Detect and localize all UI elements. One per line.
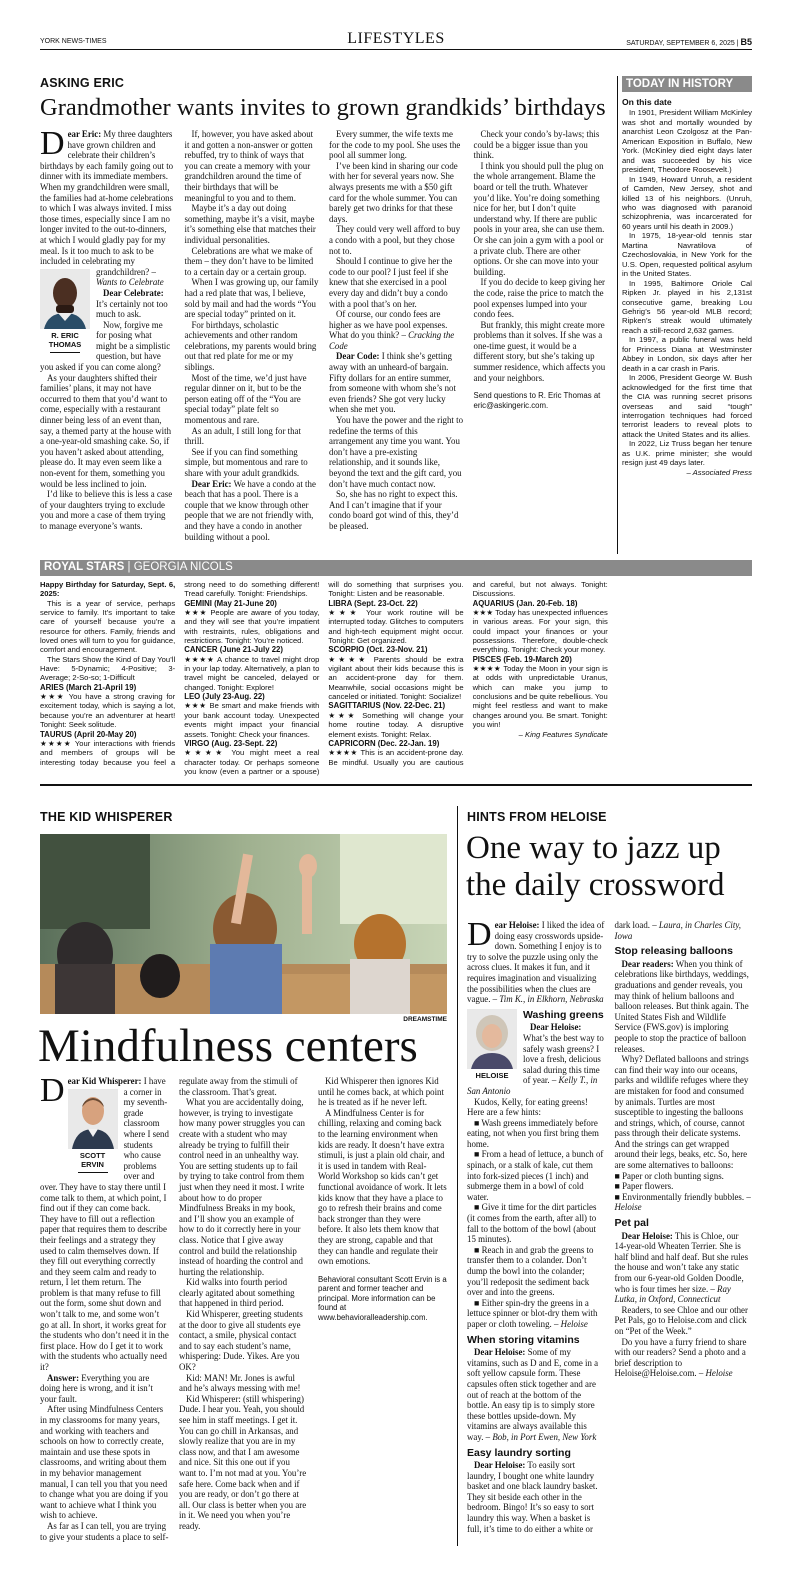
- heloise-bullet-3: ■ Give it time for the dirt particles (it comes from the earth, after all) to fall to the bottom of the bowl (about 15 minutes).: [467, 1202, 597, 1245]
- asking-eric-dropcap: D: [40, 125, 65, 162]
- heloise-balloons-bullet-2: ■ Paper flowers.: [614, 1181, 674, 1192]
- royal-stars-banner: ROYAL STARS | GEORGIA NICOLS: [40, 560, 752, 576]
- history-body: [622, 98, 752, 477]
- kid-whisperer-label: THE KID WHISPERER: [40, 810, 173, 824]
- heloise-body: [467, 916, 752, 1546]
- asking-eric-p3: As your daughters shifted their families’ plans, it may not have occurred to them that you’d want to come, especially with a restaurant dinner being less of an event than, say, a themed party at the house with a one-year-old smashing cake. So, if you haven’t asked about attending, please do. It may even seem like a non-event for them, something you would be less inclined to join.: [40, 372, 172, 489]
- heloise-sig6: – Heloise: [614, 1191, 751, 1213]
- asking-eric-p10: Most of the time, we’d just have regular dinner on it, but to be the person eating off of the “You are special today” plate felt so momentous and rare.: [184, 372, 307, 426]
- heloise-balloons-label: Dear readers:: [621, 958, 674, 969]
- heloise-balloons-letter: [615, 959, 753, 1054]
- masthead-rule: [40, 49, 752, 50]
- kid-whisperer-p9: Kid Whisperer then ignores Kid until he comes back, at which point he is treated as if he never left.: [318, 1076, 444, 1108]
- heloise-photo-svg: [467, 1009, 517, 1069]
- asking-eric-salutation: ear Eric:: [67, 129, 102, 139]
- heloise-headline: One way to jazz up the daily crossword: [466, 830, 725, 903]
- kid-whisperer-p10: A Mindfulness Center is for chilling, relaxing and coming back to the learning environment when kids are ready. It doesn’t have extra stimuli, is just a plain old chair, and it is used in tandem with Real-World Workshop so kids can’t get functional avoidance of work. It lets kids know that they have a place to go to refresh their brains and come back stronger than they were before. It also lets them know that they are strong, capable and that they can handle and regulate their own emotions.: [318, 1107, 447, 1267]
- history-item-1901: In 1901, President William McKinley was shot and mortally wounded by anarchist Leon Czolgosz at the Pan-American Exposition in Buffalo, New York. (McKinley died eight days later and was succeeded by his vice president, Theodore Roosevelt.): [622, 108, 752, 175]
- asking-eric-p9: For birthdays, scholastic achievements and other random celebrations, my parents would bring out that red plate for me or my siblings.: [184, 319, 317, 373]
- asking-eric-p11: As an adult, I still long for that thrill.: [184, 425, 301, 447]
- history-subhead: On this date: [622, 97, 672, 107]
- scott-ervin-photo-svg: [68, 1089, 118, 1149]
- history-left-rule: [617, 76, 618, 554]
- asking-eric-headline: Grandmother wants invites to grown grandkids’ birthdays: [40, 94, 606, 121]
- sign-cancer-text: ★★★★ A chance to travel might drop in your lap today. Alternatively, a plan to travel might be canceled, delayed or changed. Tonight: Explore!: [184, 654, 320, 692]
- heloise-bullet-2-text: From a head of lettuce, a bunch of spinach, or a stalk of kale, cut them into fork-sized pieces (1 inch) and submerge them in a bowl of cold water.: [467, 1149, 604, 1202]
- kid-whisperer-letter: [40, 1072, 169, 1373]
- heloise-bullet-4-text: Reach in and grab the greens to transfer them to a colander. Don’t dump the bowl into the colander; you’ll redeposit the sediment back over and into the greens.: [467, 1244, 594, 1298]
- masthead-date-text: SATURDAY, SEPTEMBER 6, 2025: [626, 40, 735, 47]
- heloise-balloons-bullet-3-text: Environmentally friendly bubbles.: [622, 1191, 745, 1202]
- heloise-sig5: – Laura, in Charles City, Iowa: [614, 920, 741, 941]
- eric-thomas-portrait: [40, 269, 90, 353]
- asking-eric-letter2: [185, 479, 320, 543]
- scott-ervin-portrait: [68, 1089, 118, 1173]
- heloise-laundry-label: Dear Heloise:: [474, 1460, 526, 1471]
- royal-stars-birthday-head: Happy Birthday for Saturday, Sept. 6, 2025:: [40, 580, 176, 599]
- kid-whisperer-p3: As far as I can tell, you are trying to give your students a place to self-regulate away from the stimuli of the classroom. That’s great.: [40, 1076, 298, 1542]
- heloise-pet-p3-text: Do you have a furry friend to share with our readers? Send a photo and a brief description to Heloise@Heloise.com.: [614, 1336, 747, 1379]
- heloise-sig4: – Bob, in Port Ewen, New York: [483, 1431, 597, 1442]
- heloise-balloons-bullet-3: ■ Environmentally friendly bubbles. – Heloise: [614, 1191, 751, 1213]
- asking-eric-label: ASKING ERIC: [40, 76, 125, 90]
- history-item-2022: In 2022, Liz Truss began her tenure as U.K. prime minister; she would resign just 49 days later.: [622, 439, 752, 468]
- asking-eric-p4: I’d like to believe this is less a case of your daughters trying to exclude you and more a case of them trying to manage everyone’s wants.: [40, 489, 173, 531]
- classroom-photo-svg: [40, 834, 447, 1014]
- masthead-section: LIFESTYLES: [347, 30, 445, 47]
- history-item-1975: In 1975, 18-year-old tennis star Martina Navratilova of Czechoslovakia, in New York for the U.S. Open, requested political asylum in the United States.: [622, 231, 752, 279]
- asking-eric-letter1-text: My three daughters have grown children and celebrate their children’s birthdays by each family going out to dinner with its immediate members. When my grandchildren were small, the families had at-home celebrations to which I was always invited. I miss those times, especially since I am no longer invited to the out-to-dinners, at which I would gladly pay for my meal. Is it too much to ask to be included in celebrating my grandchildren?: [40, 129, 174, 277]
- sign-gemini-name: GEMINI (May 21-June 20): [184, 598, 277, 608]
- eric-thomas-photo: [40, 269, 90, 329]
- heloise-balloons-bullet-1-text: Paper or cloth bunting signs.: [622, 1170, 724, 1181]
- asking-eric-footer: Send questions to R. Eric Thomas at eric@askingeric.com.: [473, 391, 601, 410]
- masthead-date: SATURDAY, SEPTEMBER 6, 2025 | B5: [626, 37, 752, 47]
- heloise-vitamins-label: Dear Heloise:: [474, 1347, 526, 1358]
- sign-pisces-text: ★★★★ Today the Moon in your sign is at odds with unpredictable Uranus, which can make you jump to conclusions and be quite rebellious. You might feel restless and want to make changes around you. Be smart. Tonight: you win!: [472, 664, 608, 730]
- eric-thomas-caption-rule: [50, 352, 80, 353]
- sign-gemini-text: ★★★ People are aware of you today, and they will see that you’re impatient with restraints, rules, obligations and restrictions. Tonight: You’re noticed.: [184, 608, 320, 646]
- heloise-caption: HELOISE: [475, 1070, 509, 1080]
- asking-eric-p2: Now, forgive me for posing what might be a simplistic question, but have you asked if you can come along?: [40, 319, 171, 373]
- kid-whisperer-body: [40, 1072, 447, 1546]
- kid-whisperer-letter-text: I have a corner in my seventh-grade classroom where I send students who cause problems over and over. They have to stay there until I come talk to them, at which point, I find out if they can come back. They have to fill out a reflection paper that requires them to describe their feelings and a strategy they used to calm themselves down. If they fill out everything correctly and they seem calm and ready to return, I let them return. The problem is that many refuse to fill out the form, some shut down and won’t talk to me, and some won’t go at all. In short, it works great for the students who don’t need it in the first place. How do I get it to work with the students who actually need it?: [40, 1076, 169, 1373]
- sign-capricorn-name: CAPRICORN (Dec. 22-Jan. 19): [328, 738, 440, 748]
- sign-aquarius-text: ★★★ Today has unexpected influences in various areas. For your sign, this could impact your finances or your possessions. Therefore, double-check everything. Tonight: Check your money.: [472, 608, 608, 655]
- kid-whisperer-p7: Kid: MAN! Mr. Jones is awful and he’s always messing with me!: [179, 1372, 301, 1394]
- sign-leo-name: LEO (July 23-Aug. 22): [184, 692, 265, 702]
- sign-taurus-text: ★★★★ Your interactions with friends and members of groups will be interesting today because you feel a strong need to do something different! Tread carefully. Tonight: Friendships.: [40, 580, 320, 767]
- history-label: TODAY IN HISTORY: [622, 76, 752, 92]
- heloise-letter1: [467, 916, 605, 1005]
- heloise-balloons-text: When you think of celebrations like birthdays, weddings, graduations and gender reveals, you may think of helium balloons and balloon releases. But think again. The United States Fish and Wildlife Service (FWS.gov) is imploring people to stop the practice of balloon releases.: [614, 958, 749, 1054]
- sign-scorpio-name: SCORPIO (Oct. 23-Nov. 21): [328, 645, 428, 655]
- asking-eric-p12: See if you can find something simple, but momentous and rare to share with your adult grandkids.: [184, 446, 308, 478]
- asking-eric-p23: I think you should pull the plug on the whole arrangement. Blame the board or tell the truth. Whatever you’d like. You’re doing something nice for her, but I don’t quite understand why. If there are public pools in your area, she can use them. Or she can join a gym with a pool or a private club. There are other options. Or she can move into your building.: [473, 160, 605, 277]
- asking-eric-p14: Every summer, the wife texts me for the code to my pool. She uses the pool all summer long.: [329, 129, 461, 161]
- heloise-left-rule: [457, 806, 458, 1546]
- asking-eric-answer2-label: Dear Code:: [336, 351, 380, 362]
- heloise-pet-p2: Readers, to see Chloe and our other Pet Pals, go to Heloise.com and click on “Pet of the Week.”: [614, 1304, 748, 1336]
- classroom-photo-credit: DREAMSTIME: [403, 1016, 447, 1023]
- asking-eric-p7: Celebrations are what we make of them – they don’t have to be limited to a certain day or a certain group.: [184, 245, 314, 277]
- asking-eric-p20: You have the power and the right to redefine the terms of this arrangement any time you want. You don’t have a pre-existing relationship, and it sounds like, beyond the text and the gift card, you don’t have much contact now.: [329, 415, 464, 489]
- history-item-1997: In 1997, a public funeral was held for Princess Diana at Westminster Abbey in London, six days after her death in a car crash in Paris.: [622, 335, 752, 373]
- asking-eric-answer2: [329, 351, 464, 415]
- kid-whisperer-dropcap: D: [40, 1072, 65, 1109]
- heloise-washing-head: Washing greens: [523, 1008, 604, 1021]
- asking-eric-answer2-text: I think she’s getting away with an unheard-of bargain. Fifty dollars for an entire summer, from someone with whom she’s not even friends? She got very lucky when she met you.: [329, 351, 456, 415]
- royal-stars-birthday-text: This is a year of service, perhaps service to family. It’s important to take care of yourself because you’re a resource for others. Family, friends and loved ones will turn to you for guidance, comfort and encouragement.: [40, 598, 176, 655]
- asking-eric-p22: Check your condo’s by-laws; this could be a bigger issue than you think.: [473, 129, 600, 161]
- heloise-pet-p3: [615, 1337, 753, 1379]
- royal-stars-body: [40, 580, 752, 780]
- heloise-label: HINTS FROM HELOISE: [467, 810, 607, 824]
- sign-sagittarius-text: ★★★ Something will change your home routine today. A disruptive element exists. Tonight: Relax.: [328, 710, 464, 739]
- royal-stars-bottom-rule: [40, 784, 752, 786]
- sign-capricorn-text: ★★★★ This is an accident-prone day. Be mindful. Usually you are cautious and careful, but not always. Tonight: Discussions.: [328, 580, 608, 767]
- sign-libra-name: LIBRA (Sept. 23-Oct. 22): [328, 598, 418, 608]
- history-item-1995: In 1995, Baltimore Oriole Cal Ripken Jr. played in his 2,131st consecutive game, breaking Lou Gehrig’s 56 year-old MLB record; Ripken’s streak would ultimately reach a still-record 2,632 games.: [622, 278, 752, 335]
- asking-eric-sig1: – Wants to Celebrate: [96, 266, 164, 288]
- history-item-2006: In 2006, President George W. Bush acknowledged for the first time that the CIA was running secret prisons overseas and said “tough” interrogation techniques had forced terrorist leaders to reveal plots to attack the United States and its allies.: [622, 373, 752, 439]
- asking-eric-p18: [329, 309, 464, 351]
- heloise-pet-label: Dear Heloise:: [621, 1230, 673, 1241]
- kid-whisperer-answer-label: Answer:: [47, 1372, 80, 1383]
- kid-whisperer-footer: Behavioral consultant Scott Ervin is a parent and former teacher and principal. More information can be found at www.behavioralleadership.com.: [318, 1274, 447, 1323]
- sign-sagittarius-name: SAGITTARIUS (Nov. 22-Dec. 21): [328, 701, 446, 711]
- heloise-bullet-1: ■ Wash greens immediately before eating, not when you first bring them home.: [467, 1117, 599, 1149]
- sign-taurus-name: TAURUS (April 20-May 20): [40, 729, 137, 739]
- heloise-sig1: – Tim K., in Elkhorn, Nebraska: [492, 994, 604, 1005]
- heloise-pet-text: This is Chloe, our 14-year-old Wheaten Terrier. She is half blind and half deaf. But she rules the house and won’t take any static from our 6-year-old Golden Doodle, who is four times her size.: [614, 1230, 749, 1294]
- heloise-portrait: [467, 1009, 517, 1080]
- heloise-kudos: Kudos, Kelly, for eating greens! Here are a few hints:: [467, 1096, 588, 1118]
- royal-stars-credit: – King Features Syndicate: [518, 729, 608, 739]
- sign-aries-name: ARIES (March 21-April 19): [40, 682, 137, 692]
- heloise-salutation: ear Heloise:: [494, 920, 540, 930]
- sign-leo-text: ★★★ Be smart and make friends with your bank account today. Unexpected events might impact your financial assets. Tonight: Check your finances.: [184, 701, 320, 739]
- scott-ervin-caption-rule: [78, 1172, 108, 1173]
- heloise-washing-label: Dear Heloise:: [530, 1022, 582, 1033]
- history-credit: – Associated Press: [686, 467, 752, 477]
- asking-eric-answer1-text: It’s certainly not too much to ask.: [96, 298, 168, 320]
- royal-stars-author: GEORGIA NICOLS: [133, 561, 233, 573]
- heloise-balloons-head: Stop releasing balloons: [614, 945, 733, 958]
- asking-eric-p25: But frankly, this might create more problems than it solves. If she was a one-time guest, it would be a different story, but she’s taking up summer residence, which affects you and your neighbors.: [473, 319, 606, 383]
- asking-eric-p15: I’ve been kind in sharing our code with her for several years now. She always presents me with a $50 gift card for the whole summer. You can barely get two drinks for that these days.: [329, 160, 458, 224]
- sign-virgo-text: ★★★★ You might meet a real character today. Or perhaps someone you know (even a partner or a spouse) will do something that surprises you. Tonight: Listen and be reasonable.: [184, 580, 464, 776]
- heloise-sig7: – Ray Lutka, in Oxford, Connecticut: [614, 1283, 731, 1305]
- heloise-bullet-3-text: Give it time for the dirt particles (it comes from the earth, after all) to fall to the bottom of the bowl (about 15 minutes).: [467, 1202, 597, 1245]
- royal-stars-kind-of-day: The Stars Show the Kind of Day You’ll Have: 5-Dynamic; 4-Positive; 3-Average; 2-So-so; 1-Difficult: [40, 654, 176, 683]
- kid-whisperer-p4: What you are accidentally doing, however, is trying to investigate how many power struggles you can create with a student who may already be trying to fulfill their control need in an unhealthy way. You are setting students up to fail by trying to take control from them just when they need it most. I write about how to do proper Mindfulness Breaks in my book, and I’ll show you an example of how to do it correctly here in your class. Notice that I give away control and build the relationship instead of hoarding the control and hurting the relationship.: [179, 1097, 305, 1277]
- heloise-bullet-2: ■ From a head of lettuce, a bunch of spinach, or a stalk of kale, cut them into fork-sized pieces (1 inch) and submerge them in a bowl of cold water.: [467, 1149, 604, 1202]
- sign-virgo-name: VIRGO (Aug. 23-Sept. 22): [184, 738, 278, 748]
- sign-scorpio-text: ★★★★ Parents should be extra vigilant about their kids because this is an accident-prone day for them. Meanwhile, social occasions might be canceled or initiated. Tonight: Socialize!: [328, 654, 464, 702]
- sign-aries-text: ★★★ You have a strong craving for excitement today, which is saying a lot, because you’re an adventurer at heart! Tonight: Seek solitude.: [40, 692, 176, 730]
- heloise-sig2: – Kelly T., in San Antonio: [467, 1075, 598, 1096]
- kid-whisperer-p5: Kid walks into fourth period clearly agitated about something that happened in third period.: [179, 1277, 295, 1309]
- heloise-bullet-1-text: Wash greens immediately before eating, not when you first bring them home.: [467, 1117, 599, 1149]
- masthead-paper: YORK NEWS-TIMES: [40, 38, 107, 45]
- asking-eric-p17: Should I continue to give her the code to our pool? I just feel if she knew that she exercised in a pool every day and didn’t buy a condo with a pool that’s on her.: [329, 256, 453, 309]
- heloise-balloons-p2: Why? Deflated balloons and strings can find their way into our oceans, parks and wildlife refuges where they are mistaken for food and consumed by animals. Turtles are most susceptible to ingesting the balloons and strings, which, of course, cannot pass through their delicate systems. And the strings can get wrapped around their legs, beaks, etc. So, here are some alternatives to balloons:: [614, 1054, 749, 1171]
- scott-ervin-photo: [68, 1089, 118, 1149]
- kid-whisperer-p8: Kid Whisperer: (still whispering) Dude. I hear you. Yeah, you should see him in staff meetings. I get it. You can go chill in Arkansas, and slowly realize that you are in my class now, and that I am awesome and nice. Sit this one out if you want to. I’m not mad at you. You’re safe here. Come back when and if you are ready, or don’t go there at all. Our class is better when you are in it. We need you when you’re ready.: [179, 1393, 307, 1531]
- asking-eric-p5: If, however, you have asked about it and gotten a non-answer or gotten rebuffed, try to think of ways that you can create a memory with your grandchildren around the time of their birthdays that will be meaningful to you and to them.: [184, 129, 314, 203]
- heloise-vitamins-head: When storing vitamins: [467, 1333, 580, 1346]
- scott-ervin-caption: SCOTT ERVIN: [79, 1150, 106, 1169]
- heloise-vitamins-text: Some of my vitamins, such as D and E, come in a soft yellow capsule form. These capsules often stick together and are out of reach at the bottom of the bottle. An easy tip is to simply store these bottles upside-down. My vitamins are always available this way.: [467, 1347, 599, 1442]
- heloise-vitamins-letter: [467, 1347, 605, 1442]
- eric-thomas-caption: R. ERIC THOMAS: [48, 330, 82, 349]
- asking-eric-p16: They could very well afford to buy a condo with a pool, but they chose not to.: [329, 224, 461, 256]
- heloise-pet-letter: [615, 1231, 753, 1305]
- asking-eric-sig2: – Cracking the Code: [329, 330, 455, 351]
- asking-eric-body: [40, 125, 608, 549]
- asking-eric-p6: Maybe it’s a day out doing something, maybe it’s a visit, maybe it’s something else that matches their individual personalities.: [184, 203, 316, 245]
- classroom-photo: [40, 834, 447, 1014]
- kid-whisperer-p2: After using Mindfulness Centers in my classrooms for many years, and working with teachers and schools on how to correctly create, maintain and use these spots in classrooms, and writing about them in my behavior management manual, I can tell you that you need to change what you are doing if you want to achieve what I think you wish to achieve.: [40, 1404, 168, 1521]
- heloise-bullet-5-text: Either spin-dry the greens in a lettuce spinner or blot-dry them with paper or cloth toweling.: [467, 1297, 598, 1329]
- sign-pisces-name: PISCES (Feb. 19-March 20): [472, 654, 572, 664]
- heloise-washing-text: What’s the best way to safely wash greens? I love a fresh, delicious salad during this time of year.: [523, 1032, 604, 1086]
- heloise-photo: [467, 1009, 517, 1069]
- kid-whisperer-salutation: ear Kid Whisperer:: [67, 1076, 142, 1086]
- asking-eric-letter2-label: Dear Eric:: [191, 478, 232, 489]
- heloise-balloons-bullet-2-text: Paper flowers.: [622, 1181, 674, 1192]
- kid-whisperer-answer: [40, 1373, 169, 1405]
- heloise-sig3: – Heloise: [551, 1318, 588, 1329]
- sign-aquarius-name: AQUARIUS (Jan. 20-Feb. 18): [472, 598, 578, 608]
- heloise-balloons-bullet-1: ■ Paper or cloth bunting signs.: [614, 1170, 724, 1181]
- royal-stars-label: ROYAL STARS: [44, 561, 125, 573]
- asking-eric-p8: When I was growing up, our family had a red plate that was, I believe, sold by mail and had the words “You are special today” printed on it.: [184, 277, 319, 320]
- asking-eric-p21: So, she has no right to expect this. And I can’t imagine that if your condo board got wind of this, they’d be pleased.: [329, 489, 459, 531]
- sign-libra-text: ★★★ Your work routine will be interrupted today. Glitches to computers and high-tech equipment might occur. Tonight: Get organized.: [328, 608, 464, 646]
- kid-whisperer-answer-text: Everything you are doing here is wrong, and it isn’t your fault.: [40, 1372, 153, 1404]
- masthead-page-number: B5: [740, 37, 752, 47]
- heloise-bullet-4: ■ Reach in and grab the greens to transfer them to a colander. Don’t dump the bowl into the colander; you’ll redeposit the sediment back over and into the greens.: [467, 1244, 594, 1298]
- heloise-laundry-text: To easily sort laundry, I bought one white laundry basket and one black laundry basket. They sit beside each other in the bedroom. Bingo! It’s so easy to sort laundry this way. When a basket is full, it’s time to do either a white or dark load.: [467, 920, 650, 1534]
- asking-eric-p24: If you do decide to keep giving her the code, raise the price to match the pool expenses lumped into your condo fees.: [473, 277, 605, 320]
- heloise-bullet-5: ■ Either spin-dry the greens in a lettuce spinner or blot-dry them with paper or cloth toweling. – Heloise: [467, 1297, 598, 1329]
- sign-cancer-name: CANCER (June 21-July 22): [184, 645, 283, 655]
- kid-whisperer-headline: Mindfulness centers: [38, 1020, 418, 1072]
- heloise-letter1-text: I liked the idea of doing easy crosswords upside-down. Something I enjoy is to try to solve the puzzle using only the across clues. It makes it fun, and it requires imagination and visualizing the possibilities when the clues are vague.: [467, 920, 605, 1005]
- heloise-sig8: – Heloise: [696, 1368, 733, 1379]
- heloise-pet-head: Pet pal: [614, 1217, 649, 1230]
- heloise-laundry-head: Easy laundry sorting: [467, 1446, 571, 1459]
- asking-eric-answer1-label: Dear Celebrate:: [103, 287, 164, 298]
- kid-whisperer-p6: Kid Whisperer, greeting students at the door to give all students eye contact, a smile, physical contact and to say each student’s name, whispering: Dude. Yikes. Are you OK?: [179, 1309, 303, 1373]
- asking-eric-p18-text: Of course, our condo fees are higher as we have pool expenses. What do you think?: [329, 309, 448, 341]
- eric-thomas-photo-svg: [40, 269, 90, 329]
- history-item-1949: In 1949, Howard Unruh, a resident of Camden, New Jersey, shot and killed 13 of his neighbors. (Unruh, who was diagnosed with paranoid schizophrenia, was incarcerated for 60 years until his death in 2009.): [622, 174, 752, 231]
- asking-eric-letter2-text: We have a condo at the beach that has a pool. There is a couple that we know through other people that we are not friendly with, and they have a condo in another building without a pool.: [184, 478, 316, 542]
- heloise-dropcap: D: [467, 916, 492, 953]
